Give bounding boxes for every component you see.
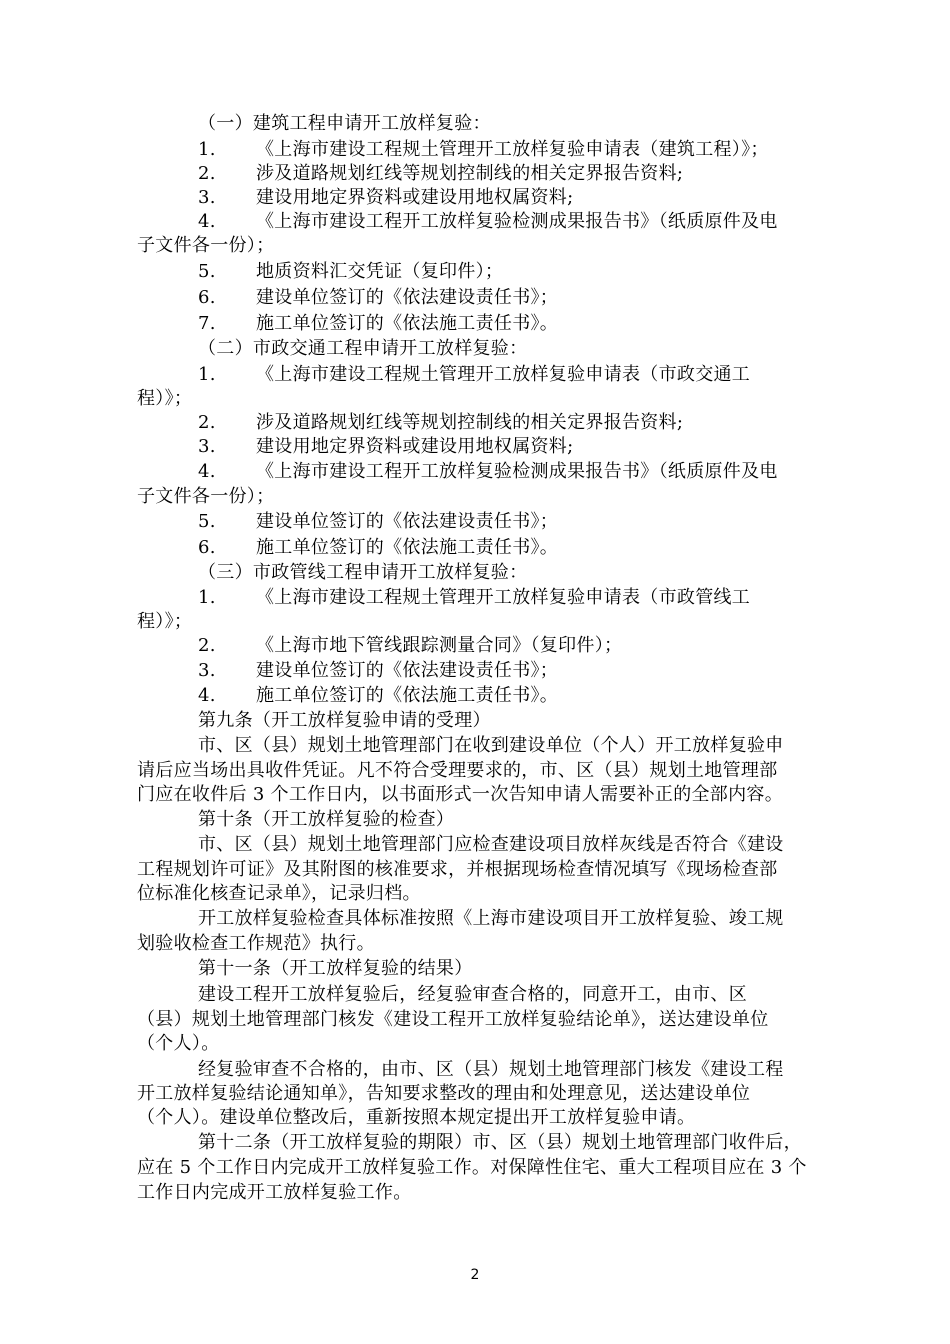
item-number: 4. — [198, 211, 216, 232]
item-number: 6. — [198, 287, 216, 308]
page-number: 2 — [470, 1267, 480, 1283]
item-number: 7. — [198, 313, 216, 334]
item-number: 5. — [198, 511, 216, 532]
item-number: 1. — [198, 587, 216, 608]
section-heading-2: （二）市政交通工程申请开工放样复验： — [198, 338, 528, 359]
item-number: 1. — [198, 139, 216, 160]
section-heading-3: （三）市政管线工程申请开工放样复验： — [198, 562, 528, 583]
article-heading: 第十二条（开工放样复验的期限）市、区（县）规划土地管理部门收件后， — [198, 1132, 802, 1153]
item-number: 2. — [198, 163, 216, 184]
item-number: 6. — [198, 537, 216, 558]
item-number: 3. — [198, 187, 216, 208]
item-number: 5. — [198, 261, 216, 282]
item-number: 1. — [198, 364, 216, 385]
item-number: 4. — [198, 461, 216, 482]
item-number: 2. — [198, 412, 216, 433]
section-heading-1: （一）建筑工程申请开工放样复验： — [198, 113, 491, 134]
item-number: 4. — [198, 685, 216, 706]
item-number: 2. — [198, 635, 216, 656]
article-heading: 第十一条（开工放样复验的结果） — [198, 958, 473, 979]
article-heading: 第十条（开工放样复验的检查） — [198, 809, 455, 830]
document-page: （一）建筑工程申请开工放样复验： 1. 《上海市建设工程规土管理开工放样复验申请表（建筑工程）》； 2. 涉及道路规划红线等规划控制线的相关定界报告资料; 3. 建设用地定界资料或建设用地权属资料; 4. 《上海市建设工程开工放样复验检测成果报告书》（纸质原件及电 子文件各一份）； 5. 地质资料汇交凭证（复印件）； 6. 建设单位签订的《依法建设责任书》； 7. 施工单位签订的《依法施工责任书》。 （二）市政交通工程申请开工放样复验： 1. 《上海市建设工程规土管理开工放样复验申请表（市政交通工 程）》； 2. 涉及道路规划红线等规划控制线的相关定界报告资料; 3. 建设用地定界资料或建设用地权属资料; 4. 《上海市建设工程开工放样复验检测成果报告书》（纸质原件及电 子文件各一份）； 5. 建设单位签订的《依法建设责任书》； 6. 施工单位签订的《依法施工责任书》。 （三）市政管线工程申请开工放样复验： 1. 《上海市建设工程规土管理开工放样复验申请表（市政管线工 程）》； 2. 《上海市地下管线跟踪测量合同》（复印件）； 3. 建设单位签订的《依法建设责任书》； 4. 施工单位签订的《依法施工责任书》。 第九条（开工放样复验申请的受理） 市、区（县）规划土地管理部门在收到建设单位（个人）开工放样复验申 请后应当场出具收件凭证。凡不符合受理要求的，市、区（县）规划土地管理部 门应在收件后 3 个工作日内，以书面形式一次告知申请人需要补正的全部内容。 第十条（开工放样复验的检查） 市、区（县）规划土地管理部门应检查建设项目放样灰线是否符合《建设 工程规划许可证》及其附图的核准要求，并根据现场检查情况填写《现场检查部 位标准化核查记录单》，记录归档。 开工放样复验检查具体标准按照《上海市建设项目开工放样复验、竣工规 划验收检查工作规范》执行。 第十一条（开工放样复验的结果） 建设工程开工放样复验后，经复验审查合格的，同意开工，由市、区 （县）规划土地管理部门核发《建设工程开工放样复验结论单》，送达建设单位 （个人）。 经复验审查不合格的，由市、区（县）规划土地管理部门核发《建设工程 开工放样复验结论通知单》，告知要求整改的理由和处理意见，送达建设单位 （个人）。建设单位整改后，重新按照本规定提出开工放样复验申请。 第十二条（开工放样复验的期限）市、区（县）规划土地管理部门收件后， 应在 5 个工作日内完成开工放样复验工作。对保障性住宅、重大工程项目应在 3 个 工作日内完成开工放样复验工作。 2 — [0, 0, 950, 1344]
item-number: 3. — [198, 660, 216, 681]
article-heading: 第九条（开工放样复验申请的受理） — [198, 710, 491, 731]
item-number: 3. — [198, 436, 216, 457]
